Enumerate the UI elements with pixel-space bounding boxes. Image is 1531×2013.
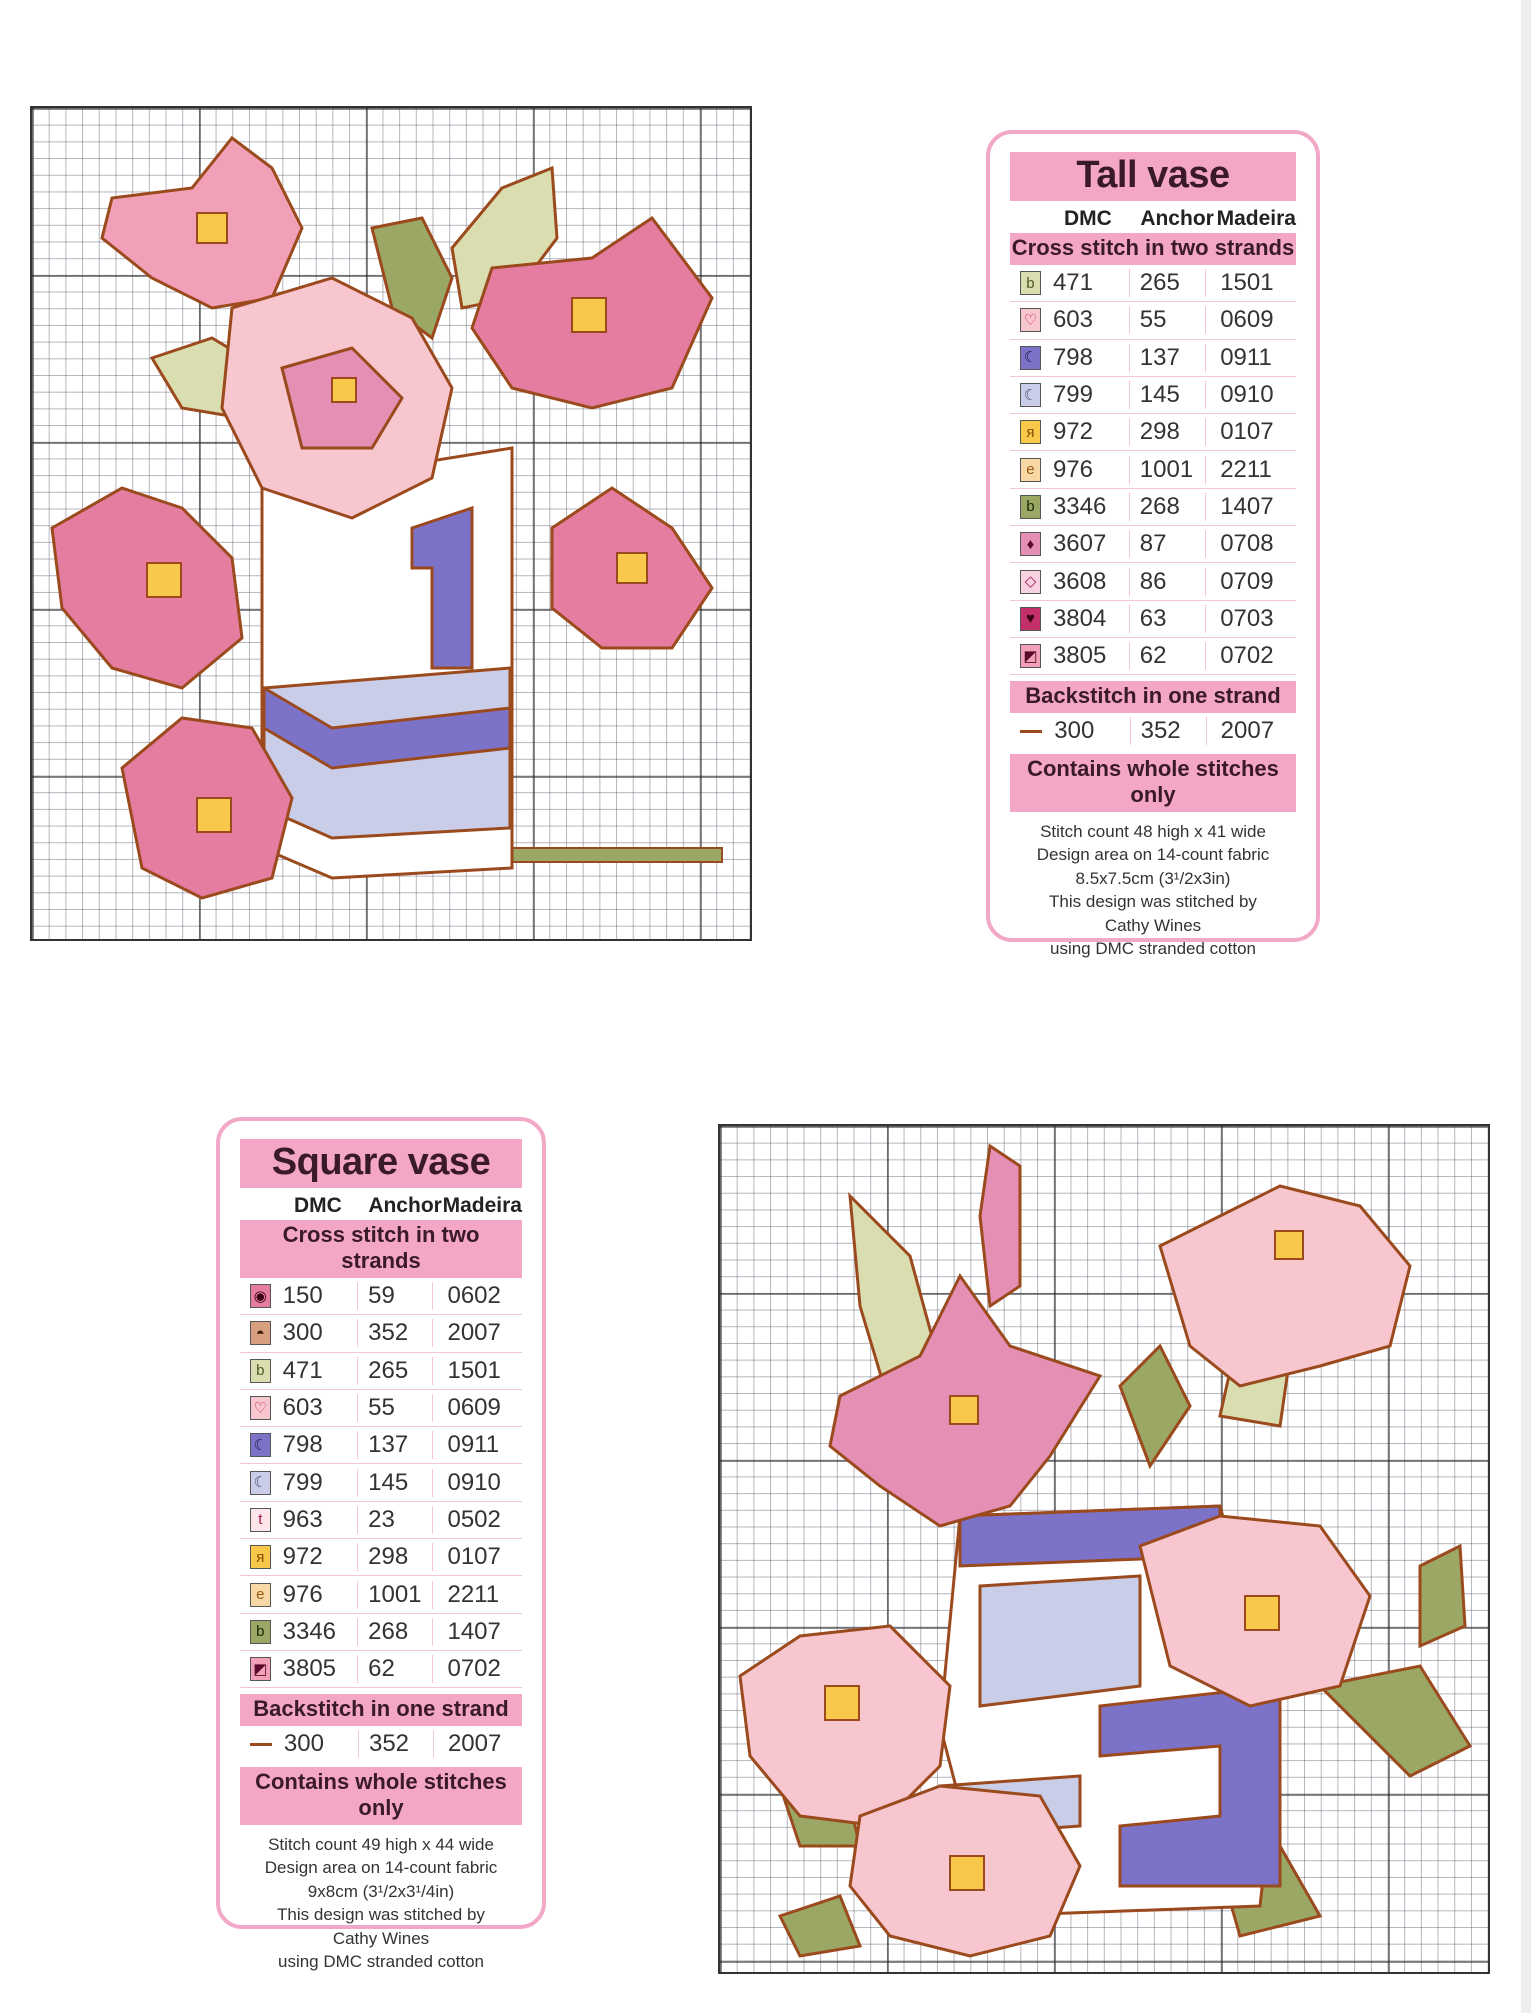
key-notes: Stitch count 49 high x 44 wide Design area on 14-count fabric 9x8cm (3¹/2x3¹/4in) This design was stitched by Cathy Wines using DMC stranded cotton: [264, 1834, 498, 1972]
thread-anchor: 298: [357, 1543, 433, 1571]
thread-dmc: 799: [1052, 381, 1093, 409]
key-title: Square vase: [240, 1139, 522, 1188]
backstitch-row: 300 352 2007: [1010, 713, 1296, 749]
thread-dmc: 603: [1052, 306, 1093, 334]
thread-madeira: 0910: [1220, 381, 1274, 409]
thread-dmc: 799: [282, 1468, 323, 1496]
thread-row: [1010, 377, 1296, 414]
thread-row: [1010, 451, 1296, 488]
stitch-symbol-icon: ☾: [250, 1471, 271, 1495]
square-vase-pattern: [720, 1126, 1488, 1972]
key-column-headers: [240, 1188, 522, 1220]
vase-band: [980, 1576, 1140, 1706]
thread-madeira: 1501: [1220, 269, 1274, 297]
thread-madeira: 2007: [447, 1319, 501, 1347]
stitch-symbol-icon: ☾: [1020, 346, 1041, 370]
flower-center: [950, 1396, 978, 1424]
key-notes: Stitch count 48 high x 41 wide Design area on 14-count fabric 8.5x7.5cm (3¹/2x3in) This design was stitched by Cathy Wines using DMC stranded cotton: [1036, 821, 1270, 959]
thread-anchor: 63: [1129, 605, 1206, 633]
thread-dmc: 471: [282, 1356, 323, 1384]
flower-center: [1245, 1596, 1279, 1630]
thread-dmc: 798: [282, 1431, 323, 1459]
thread-madeira: 0107: [447, 1543, 501, 1571]
thread-madeira: 0602: [447, 1282, 501, 1310]
thread-anchor: 1001: [1129, 456, 1206, 484]
thread-anchor: 23: [357, 1506, 433, 1534]
leaf-shape: [1120, 1346, 1190, 1466]
stitch-symbol-icon: b: [250, 1620, 271, 1644]
flower-center: [332, 378, 356, 402]
backstitch-line-icon: [1020, 730, 1042, 733]
thread-dmc: 3607: [1052, 530, 1107, 558]
thread-madeira: 0911: [1220, 343, 1272, 371]
thread-dmc: 976: [282, 1580, 323, 1608]
thread-dmc: 3346: [1052, 492, 1107, 520]
thread-row: [240, 1539, 522, 1576]
key-title: Tall vase: [1010, 152, 1296, 201]
thread-anchor: 59: [357, 1282, 433, 1310]
col-madeira: Madeira: [442, 1194, 522, 1217]
thread-row: [240, 1576, 522, 1613]
thread-madeira: 0911: [447, 1431, 500, 1459]
thread-dmc: 471: [1052, 269, 1093, 297]
thread-anchor: 87: [1129, 530, 1206, 558]
stitch-symbol-icon: ᴙ: [1020, 420, 1041, 444]
thread-madeira: 0609: [447, 1394, 501, 1422]
stitch-symbol-icon: e: [250, 1583, 271, 1607]
thread-dmc: 3608: [1052, 567, 1107, 595]
cross-stitch-label: Cross stitch in two strands: [240, 1220, 522, 1278]
thread-row: [1010, 601, 1296, 638]
stitch-symbol-icon: ♡: [250, 1396, 271, 1420]
thread-rows: [240, 1278, 522, 1688]
col-madeira: Madeira: [1216, 207, 1296, 230]
rose-shape: [1160, 1186, 1410, 1386]
thread-anchor: 268: [357, 1618, 433, 1646]
leaf-shape: [780, 1896, 860, 1956]
bud-shape: [980, 1146, 1020, 1306]
thread-row: [1010, 340, 1296, 377]
stitch-symbol-icon: ◉: [250, 1284, 271, 1308]
thread-anchor: 145: [1129, 381, 1206, 409]
thread-dmc: 300: [282, 1319, 323, 1347]
square-vase-chart: [718, 1124, 1490, 1974]
tall-vase-key: [986, 130, 1320, 959]
flower-center: [825, 1686, 859, 1720]
thread-anchor: 62: [357, 1655, 433, 1683]
thread-madeira: 1501: [447, 1356, 501, 1384]
col-dmc: DMC: [1064, 207, 1112, 230]
thread-anchor: 352: [357, 1319, 433, 1347]
thread-madeira: 0702: [1220, 642, 1274, 670]
thread-row: [1010, 489, 1296, 526]
thread-row: [240, 1278, 522, 1315]
thread-row: [240, 1651, 522, 1688]
thread-madeira: 2211: [447, 1580, 500, 1608]
page-edge: [1521, 0, 1531, 2013]
cross-stitch-label: Cross stitch in two strands: [1010, 233, 1296, 265]
stitch-symbol-icon: ♥: [1020, 607, 1041, 631]
thread-dmc: 798: [1052, 343, 1093, 371]
thread-madeira: 0609: [1220, 306, 1274, 334]
stitch-symbol-icon: ᴙ: [250, 1545, 271, 1569]
thread-row: [240, 1353, 522, 1390]
thread-dmc: 603: [282, 1394, 323, 1422]
thread-madeira: 0709: [1220, 567, 1274, 595]
thread-madeira: 0708: [1220, 530, 1274, 558]
tall-vase-chart: [30, 106, 752, 941]
thread-dmc: 3805: [1052, 642, 1107, 670]
thread-anchor: 265: [1129, 269, 1206, 297]
thread-dmc: 150: [282, 1282, 323, 1310]
thread-row: [240, 1427, 522, 1464]
thread-row: [1010, 563, 1296, 600]
thread-dmc: 976: [1052, 455, 1093, 483]
thread-dmc: 972: [1052, 418, 1093, 446]
thread-row: [240, 1614, 522, 1651]
thread-dmc: 3805: [282, 1655, 337, 1683]
stitch-symbol-icon: ♦: [1020, 532, 1041, 556]
flower-center: [197, 213, 227, 243]
stitch-symbol-icon: ◩: [1020, 644, 1041, 668]
flower-center: [572, 298, 606, 332]
thread-dmc: 3346: [282, 1617, 337, 1645]
thread-row: [1010, 414, 1296, 451]
stitch-symbol-icon: ☾: [1020, 383, 1041, 407]
backstitch-row: 300 352 2007: [240, 1726, 522, 1762]
thread-dmc: 963: [282, 1505, 323, 1533]
thread-madeira: 0703: [1220, 604, 1274, 632]
thread-anchor: 298: [1129, 418, 1206, 446]
thread-madeira: 0702: [447, 1655, 501, 1683]
thread-row: [1010, 638, 1296, 675]
flower-center: [617, 553, 647, 583]
thread-madeira: 1407: [1220, 492, 1274, 520]
thread-row: [240, 1464, 522, 1501]
square-vase-key: [216, 1117, 546, 1972]
thread-anchor: 62: [1129, 642, 1206, 670]
thread-row: [240, 1502, 522, 1539]
backstitch-label: Backstitch in one strand: [240, 1694, 522, 1726]
leaf-shape: [1420, 1546, 1465, 1646]
thread-anchor: 55: [1129, 306, 1206, 334]
thread-madeira: 2211: [1220, 455, 1272, 483]
thread-anchor: 55: [357, 1394, 433, 1422]
thread-row: [1010, 302, 1296, 339]
stitch-symbol-icon: e: [1020, 458, 1041, 482]
thread-row: [240, 1390, 522, 1427]
whole-stitches-label: Contains whole stitches only: [1010, 754, 1296, 812]
thread-dmc: 972: [282, 1543, 323, 1571]
thread-anchor: 265: [357, 1357, 433, 1385]
thread-anchor: 137: [357, 1431, 433, 1459]
thread-row: [240, 1315, 522, 1352]
thread-row: [1010, 265, 1296, 302]
thread-row: [1010, 526, 1296, 563]
stitch-symbol-icon: ◓: [250, 1321, 271, 1345]
stitch-symbol-icon: ◩: [250, 1657, 271, 1681]
key-column-headers: [1010, 201, 1296, 233]
thread-dmc: 3804: [1052, 604, 1107, 632]
stitch-symbol-icon: ◇: [1020, 570, 1041, 594]
stitch-symbol-icon: b: [1020, 495, 1041, 519]
col-dmc: DMC: [294, 1194, 342, 1217]
thread-madeira: 0502: [447, 1505, 501, 1533]
flower-center: [197, 798, 231, 832]
thread-rows: [1010, 265, 1296, 675]
thread-anchor: 268: [1129, 493, 1206, 521]
col-anchor: Anchor: [368, 1194, 442, 1217]
thread-madeira: 0107: [1220, 418, 1274, 446]
stitch-symbol-icon: b: [1020, 271, 1041, 295]
backstitch-line-icon: [250, 1743, 272, 1746]
whole-stitches-label: Contains whole stitches only: [240, 1767, 522, 1825]
stitch-symbol-icon: b: [250, 1359, 271, 1383]
thread-anchor: 145: [357, 1469, 433, 1497]
stitch-symbol-icon: ☾: [250, 1433, 271, 1457]
col-anchor: Anchor: [1140, 207, 1214, 230]
backstitch-label: Backstitch in one strand: [1010, 681, 1296, 713]
thread-anchor: 137: [1129, 344, 1206, 372]
thread-madeira: 0910: [447, 1468, 501, 1496]
tall-vase-pattern: [32, 108, 750, 939]
flower-center: [1275, 1231, 1303, 1259]
thread-anchor: 1001: [357, 1581, 433, 1609]
stitch-symbol-icon: ♡: [1020, 308, 1041, 332]
thread-anchor: 86: [1129, 568, 1206, 596]
stitch-symbol-icon: t: [250, 1508, 271, 1532]
thread-madeira: 1407: [447, 1617, 501, 1645]
flower-center: [147, 563, 181, 597]
flower-center: [950, 1856, 984, 1890]
